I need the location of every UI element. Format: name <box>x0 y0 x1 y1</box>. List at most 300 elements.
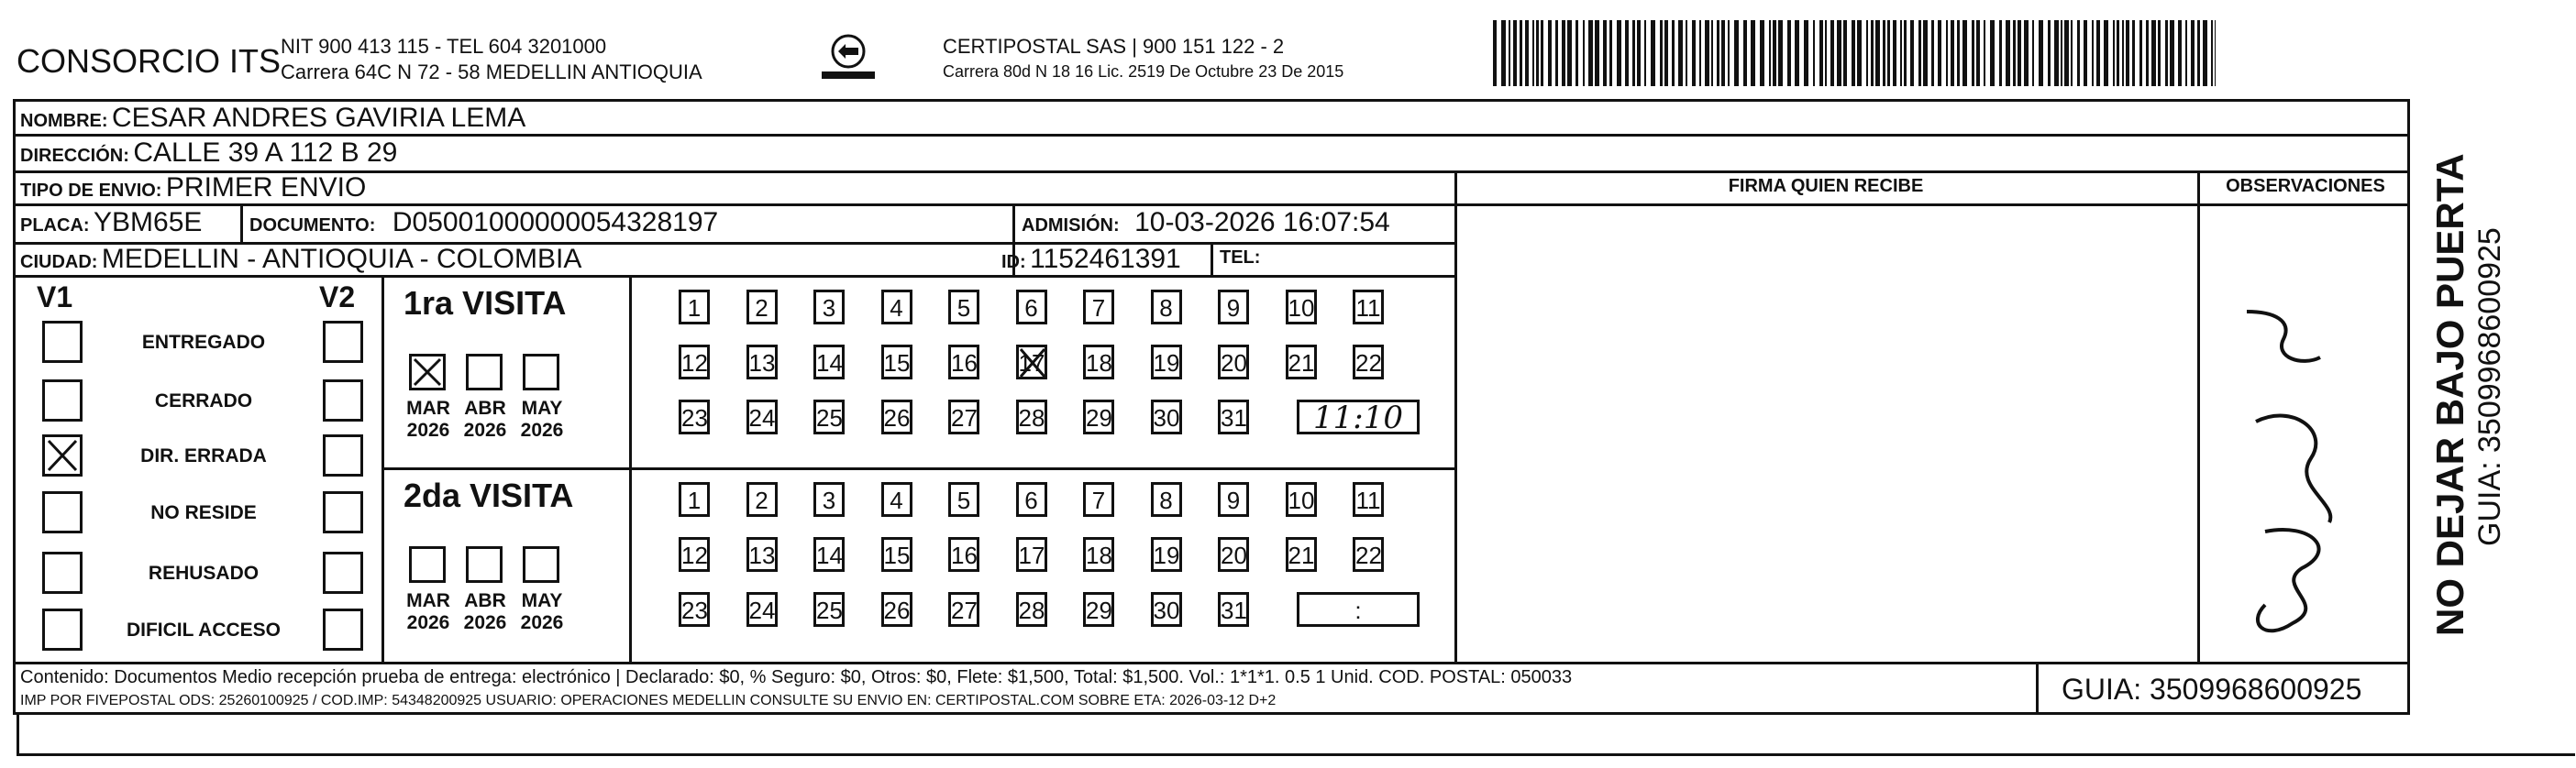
barcode-bar <box>2215 20 2216 86</box>
day-cell[interactable] <box>746 482 778 517</box>
day-number: 11 <box>1355 487 1381 514</box>
day-cell[interactable] <box>679 290 710 324</box>
day-cell[interactable] <box>813 592 845 627</box>
barcode-bar <box>1910 20 1914 86</box>
day-number: 21 <box>1288 349 1315 377</box>
status-label: DIFICIL ACCESO <box>126 620 281 641</box>
visit-month-label: MAY <box>521 590 563 611</box>
barcode-bar <box>1804 20 1808 86</box>
day-number: 1 <box>687 294 702 322</box>
barcode-bar <box>1972 20 1974 86</box>
day-cell[interactable] <box>881 537 912 572</box>
visit-month-label: MAY <box>521 398 563 419</box>
documento-value: D05001000000054328197 <box>392 207 719 237</box>
day-cell[interactable] <box>948 482 979 517</box>
day-cell[interactable] <box>1353 345 1384 379</box>
barcode-bar <box>1651 20 1655 86</box>
barcode-bar <box>1946 20 1948 86</box>
day-number: 16 <box>951 349 978 377</box>
day-cell[interactable] <box>813 290 845 324</box>
barcode-bar <box>1990 20 1995 86</box>
barcode-bar <box>2032 20 2034 86</box>
day-cell[interactable] <box>881 592 912 627</box>
visit-month-label: ABR <box>464 398 506 419</box>
day-number: 26 <box>883 404 911 432</box>
day-number: 18 <box>1086 349 1112 377</box>
barcode-bar <box>1632 20 1635 86</box>
day-cell[interactable] <box>813 400 845 434</box>
certipostal-logo <box>816 31 880 86</box>
placa-label: PLACA: <box>20 215 90 236</box>
tipo-row <box>20 172 366 203</box>
visit-month-label: ABR <box>464 590 506 611</box>
direccion-row <box>20 137 397 169</box>
barcode-bar <box>1843 20 1847 86</box>
day-cell[interactable] <box>1286 345 1317 379</box>
day-number: 7 <box>1091 294 1106 322</box>
barcode-bar <box>1711 20 1713 86</box>
day-cell[interactable] <box>679 345 710 379</box>
documento-label: DOCUMENTO: <box>249 215 376 236</box>
barcode-bar <box>1778 20 1783 86</box>
barcode-bar <box>1548 20 1552 86</box>
barcode-bar <box>2113 20 2115 86</box>
v2-checkbox[interactable] <box>323 552 363 594</box>
placa-row <box>20 207 202 238</box>
barcode-bar <box>1525 20 1529 86</box>
day-number: 22 <box>1355 349 1382 377</box>
barcode-bar <box>1513 20 1517 86</box>
day-cell[interactable] <box>1151 537 1182 572</box>
company-nit-tel: NIT 900 413 115 - TEL 604 3201000 <box>281 35 607 58</box>
barcode-bar <box>2132 20 2135 86</box>
v1-checkbox[interactable] <box>42 379 83 422</box>
day-number: 20 <box>1221 542 1247 569</box>
day-number: 29 <box>1086 597 1112 624</box>
company-address: Carrera 64C N 72 - 58 MEDELLIN ANTIOQUIA <box>281 60 702 83</box>
day-cell[interactable] <box>813 482 845 517</box>
day-cell[interactable] <box>948 592 979 627</box>
visit-month-checkbox[interactable] <box>466 354 503 390</box>
visit-month-checkbox[interactable] <box>523 546 559 583</box>
day-cell[interactable] <box>1286 537 1317 572</box>
day-cell[interactable] <box>679 400 710 434</box>
barcode-bar <box>1751 20 1755 86</box>
barcode-bar <box>1493 20 1497 86</box>
day-number: 12 <box>681 349 708 377</box>
barcode-bar <box>1664 20 1668 86</box>
day-number: 25 <box>816 597 843 624</box>
barcode-bar <box>1501 20 1506 86</box>
barcode-bar <box>1957 20 1960 86</box>
barcode-bar <box>1625 20 1629 86</box>
admision-label: ADMISIÓN: <box>1022 215 1120 236</box>
barcode-bar <box>1904 20 1907 86</box>
day-cell[interactable] <box>1151 345 1182 379</box>
id-row <box>1001 244 1181 275</box>
day-cell[interactable] <box>1083 400 1114 434</box>
day-cell[interactable] <box>1016 592 1047 627</box>
barcode-bar <box>1644 20 1646 86</box>
barcode-bar <box>1721 20 1725 86</box>
nombre-row <box>20 103 525 134</box>
barcode-bar <box>1871 20 1874 86</box>
barcode-bar <box>1923 20 1928 86</box>
visit-year-label: 2026 <box>406 612 450 633</box>
day-number: 15 <box>883 542 911 569</box>
barcode-bar <box>1728 20 1730 86</box>
v1-checkbox[interactable] <box>42 434 83 477</box>
status-label: REHUSADO <box>148 563 260 584</box>
recipient-signature <box>2210 293 2394 660</box>
barcode-bar <box>2096 20 2100 86</box>
day-number: 5 <box>956 294 971 322</box>
barcode-bar <box>2178 20 2182 86</box>
day-cell[interactable] <box>1286 290 1317 324</box>
day-number: 29 <box>1086 404 1112 432</box>
visit-year-label: 2026 <box>520 612 564 633</box>
v2-checkbox[interactable] <box>323 321 363 363</box>
visit-month-label: MAR <box>406 590 450 611</box>
barcode-bar <box>1686 20 1687 86</box>
day-cell[interactable] <box>1016 400 1047 434</box>
barcode-bar <box>1760 20 1764 86</box>
day-number: 7 <box>1091 487 1106 514</box>
barcode-bar <box>2013 20 2016 86</box>
day-number: 23 <box>681 597 708 624</box>
barcode-bar <box>1734 20 1739 86</box>
v1-checkbox[interactable] <box>42 552 83 594</box>
firma-header: FIRMA QUIEN RECIBE <box>1728 176 1924 196</box>
barcode-bar <box>2104 20 2108 86</box>
day-number: 24 <box>748 404 776 432</box>
tipo-value: PRIMER ENVIO <box>165 172 367 203</box>
v2-checkbox[interactable] <box>323 434 363 477</box>
day-number: 5 <box>956 487 971 514</box>
barcode-bar <box>2151 20 2156 86</box>
day-cell[interactable] <box>948 290 979 324</box>
visit-month-checkbox[interactable] <box>466 546 503 583</box>
day-cell[interactable] <box>813 537 845 572</box>
barcode-bar <box>2039 20 2043 86</box>
barcode-bar <box>2146 20 2149 86</box>
barcode-bar <box>1567 20 1572 86</box>
day-cell[interactable] <box>1218 290 1249 324</box>
visit-month-checkbox[interactable] <box>409 546 446 583</box>
day-number: 11 <box>1355 294 1381 322</box>
day-number: 4 <box>890 487 903 514</box>
barcode-bar <box>2203 20 2207 86</box>
status-label: ENTREGADO <box>141 332 266 353</box>
day-number: 28 <box>1018 597 1045 624</box>
day-number: 10 <box>1288 294 1315 322</box>
day-number: 2 <box>755 487 768 514</box>
day-cell[interactable] <box>679 592 710 627</box>
frame-left-shadow <box>17 715 19 753</box>
day-cell[interactable] <box>1218 592 1249 627</box>
barcode-bar <box>1875 20 1880 86</box>
day-number: 30 <box>1153 597 1180 624</box>
visit-year-label: 2026 <box>463 612 507 633</box>
tipo-label: TIPO DE ENVIO: <box>20 181 162 201</box>
day-cell[interactable] <box>746 400 778 434</box>
v2-checkbox[interactable] <box>323 609 363 651</box>
day-cell[interactable] <box>1151 400 1182 434</box>
barcode-bar <box>1705 20 1709 86</box>
carrier-name: CERTIPOSTAL SAS | 900 151 122 - 2 <box>943 35 1285 58</box>
admision-value: 10-03-2026 16:07:54 <box>1134 207 1390 237</box>
day-number: 9 <box>1226 294 1241 322</box>
day-cell[interactable] <box>1286 482 1317 517</box>
day-cell[interactable] <box>1353 290 1384 324</box>
barcode-bar <box>1555 20 1558 86</box>
day-number: 3 <box>822 294 836 322</box>
barcode-bar <box>1541 20 1543 86</box>
barcode-bar <box>2139 20 2142 86</box>
day-number: 18 <box>1086 542 1112 569</box>
barcode-bar <box>1717 20 1719 86</box>
barcode-bar <box>2170 20 2174 86</box>
day-number: 14 <box>816 542 843 569</box>
day-cell[interactable] <box>1083 345 1114 379</box>
barcode-bar <box>1951 20 1954 86</box>
id-label: ID: <box>1001 252 1026 272</box>
barcode-bar <box>2061 20 2062 86</box>
day-number: 22 <box>1355 542 1382 569</box>
barcode-bar <box>1532 20 1534 86</box>
barcode-bar <box>1617 20 1621 86</box>
day-number: 27 <box>951 597 978 624</box>
barcode-bar <box>1795 20 1799 86</box>
day-number: 30 <box>1153 404 1180 432</box>
nombre-value: CESAR ANDRES GAVIRIA LEMA <box>112 103 526 133</box>
day-number: 28 <box>1018 404 1045 432</box>
barcode-bar <box>2018 20 2021 86</box>
day-number: 23 <box>681 404 708 432</box>
visit-time-separator: : <box>1354 597 1362 624</box>
barcode-bar <box>2077 20 2080 86</box>
barcode-bar <box>1678 20 1683 86</box>
day-cell[interactable] <box>1151 482 1182 517</box>
id-value: 1152461391 <box>1030 244 1181 274</box>
day-number: 19 <box>1153 542 1180 569</box>
day-number: 15 <box>883 349 911 377</box>
v2-header: V2 <box>319 280 356 313</box>
barcode-bar <box>1893 20 1896 86</box>
barcode-bar <box>1595 20 1599 86</box>
day-cell[interactable] <box>746 345 778 379</box>
day-cell[interactable] <box>1083 482 1114 517</box>
day-cell[interactable] <box>1016 482 1047 517</box>
day-cell[interactable] <box>948 345 979 379</box>
day-number: 10 <box>1288 487 1315 514</box>
barcode-bar <box>1931 20 1934 86</box>
day-cell[interactable] <box>1083 290 1114 324</box>
day-number: 17 <box>1018 349 1045 377</box>
day-cell[interactable] <box>1083 592 1114 627</box>
barcode-bar <box>1813 20 1815 86</box>
barcode-bar <box>1583 20 1585 86</box>
v1-checkbox[interactable] <box>42 491 83 533</box>
barcode-bar <box>1769 20 1771 86</box>
nombre-label: NOMBRE: <box>20 111 108 131</box>
visit-month-checkbox[interactable] <box>409 354 446 390</box>
barcode-bar <box>2024 20 2029 86</box>
day-cell[interactable] <box>881 290 912 324</box>
day-number: 12 <box>681 542 708 569</box>
tel-row <box>1220 247 1260 269</box>
day-cell[interactable] <box>881 345 912 379</box>
documento-row <box>249 207 718 238</box>
status-label: NO RESIDE <box>150 502 257 523</box>
barcode-bar <box>1883 20 1885 86</box>
day-number: 17 <box>1018 542 1045 569</box>
carrier-address: Carrera 80d N 18 16 Lic. 2519 De Octubre 23 De 2015 <box>943 62 1344 81</box>
day-number: 19 <box>1153 349 1180 377</box>
day-cell[interactable] <box>1083 537 1114 572</box>
v2-checkbox[interactable] <box>323 379 363 422</box>
v1-checkbox[interactable] <box>42 321 83 363</box>
barcode-bar <box>1976 20 1980 86</box>
barcode-bar <box>1938 20 1941 86</box>
day-cell[interactable] <box>1016 290 1047 324</box>
day-cell[interactable] <box>746 537 778 572</box>
day-number: 13 <box>748 542 776 569</box>
day-cell[interactable] <box>948 400 979 434</box>
barcode-bar <box>2064 20 2069 86</box>
status-label: CERRADO <box>154 390 253 411</box>
barcode-bar <box>2191 20 2195 86</box>
visit-time-box[interactable] <box>1297 592 1420 627</box>
v2-checkbox[interactable] <box>323 491 363 533</box>
day-cell[interactable] <box>1353 537 1384 572</box>
visit-title: 1ra VISITA <box>404 284 567 322</box>
day-cell[interactable] <box>1151 290 1182 324</box>
v1-header: V1 <box>37 280 73 313</box>
ciudad-label: CIUDAD: <box>20 252 98 272</box>
barcode-bar <box>1609 20 1612 86</box>
barcode-bar <box>2158 20 2161 86</box>
day-number: 6 <box>1024 294 1038 322</box>
day-cell[interactable] <box>1218 537 1249 572</box>
day-number: 27 <box>951 404 978 432</box>
barcode-bar <box>1562 20 1565 86</box>
barcode-bar <box>2117 20 2119 86</box>
direccion-value: CALLE 39 A 112 B 29 <box>133 137 398 168</box>
day-cell[interactable] <box>746 290 778 324</box>
day-number: 25 <box>816 404 843 432</box>
barcode-bar <box>2165 20 2168 86</box>
day-cell[interactable] <box>679 482 710 517</box>
barcode-bar <box>1819 20 1823 86</box>
v1-checkbox[interactable] <box>42 609 83 651</box>
barcode-bar <box>1852 20 1855 86</box>
barcode-bar <box>1984 20 1985 86</box>
barcode-bar <box>1918 20 1921 86</box>
barcode-bar <box>1825 20 1827 86</box>
day-cell[interactable] <box>813 345 845 379</box>
day-cell[interactable] <box>1218 400 1249 434</box>
barcode-bar <box>1575 20 1578 86</box>
barcode-bar <box>2211 20 2213 86</box>
barcode-bar <box>1999 20 2002 86</box>
day-number: 4 <box>890 294 903 322</box>
barcode-bar <box>2126 20 2129 86</box>
day-cell[interactable] <box>1353 482 1384 517</box>
day-number: 16 <box>951 542 978 569</box>
day-number: 9 <box>1226 487 1241 514</box>
frame-bottom-shadow <box>17 753 2575 756</box>
barcode-bar <box>1520 20 1522 86</box>
day-number: 6 <box>1024 487 1038 514</box>
day-number: 31 <box>1221 404 1247 432</box>
visit-year-label: 2026 <box>520 420 564 441</box>
barcode-bar <box>1857 20 1862 86</box>
visit-month-checkbox[interactable] <box>523 354 559 390</box>
barcode-bar <box>2084 20 2087 86</box>
day-cell[interactable] <box>948 537 979 572</box>
visit-title: 2da VISITA <box>404 477 574 514</box>
checkmark-x-icon <box>45 437 80 474</box>
barcode-bar <box>1962 20 1967 86</box>
side-guia: GUIA: 3509968600925 <box>2472 227 2507 546</box>
barcode-bar <box>1830 20 1834 86</box>
barcode-bar <box>1603 20 1607 86</box>
footer-contenido: Contenido: Documentos Medio recepción prueba de entrega: electrónico | Declarado: $0, % Seguro: $0, Otros: $0, Flete: $1,500, Total: $1,500. Vol.: 1*1*1. 0.5 1 Unid. COD. POSTAL: 050033 <box>20 667 1573 687</box>
day-cell[interactable] <box>1218 482 1249 517</box>
day-number: 1 <box>687 487 702 514</box>
day-cell[interactable] <box>881 482 912 517</box>
day-cell[interactable] <box>1151 592 1182 627</box>
company-name: CONSORCIO ITS <box>17 42 282 80</box>
visit-time-handwritten: 11:10 <box>1313 400 1403 436</box>
day-number: 2 <box>755 294 768 322</box>
ciudad-value: MEDELLIN - ANTIOQUIA - COLOMBIA <box>101 244 582 274</box>
barcode-bar <box>2054 20 2059 86</box>
barcode-bar <box>2197 20 2200 86</box>
barcode-bar <box>1743 20 1747 86</box>
day-number: 21 <box>1288 542 1315 569</box>
day-cell[interactable] <box>679 537 710 572</box>
barcode-bar <box>1787 20 1791 86</box>
visit-time-box[interactable] <box>1297 400 1420 434</box>
direccion-label: DIRECCIÓN: <box>20 146 129 166</box>
day-number: 26 <box>883 597 911 624</box>
day-number: 8 <box>1159 487 1173 514</box>
day-cell[interactable] <box>1218 345 1249 379</box>
barcode-bar <box>1692 20 1696 86</box>
day-cell[interactable] <box>1016 537 1047 572</box>
footer-guia: GUIA: 3509968600925 <box>2062 673 2362 706</box>
footer-imp: IMP POR FIVEPOSTAL ODS: 25260100925 / COD.IMP: 54348200925 USUARIO: OPERACIONES MEDELLIN CONSULTE SU ENVIO EN: CERTIPOSTAL.COM SOBRE ETA: 2026-03-12 D+2 <box>20 693 1277 708</box>
admision-row <box>1022 207 1390 238</box>
barcode-bar <box>2071 20 2073 86</box>
barcode-bar <box>1866 20 1868 86</box>
barcode-bar <box>1837 20 1841 86</box>
visit-month-label: MAR <box>406 398 450 419</box>
day-number: 3 <box>822 487 836 514</box>
tel-label: TEL: <box>1220 247 1261 268</box>
status-label: DIR. ERRADA <box>140 445 267 466</box>
barcode-bar <box>2048 20 2051 86</box>
barcode-bar <box>2092 20 2094 86</box>
day-number: 8 <box>1159 294 1173 322</box>
day-cell[interactable] <box>1016 345 1047 379</box>
barcode-bar <box>1637 20 1641 86</box>
barcode-bar <box>1887 20 1890 86</box>
day-cell[interactable] <box>881 400 912 434</box>
day-cell[interactable] <box>746 592 778 627</box>
